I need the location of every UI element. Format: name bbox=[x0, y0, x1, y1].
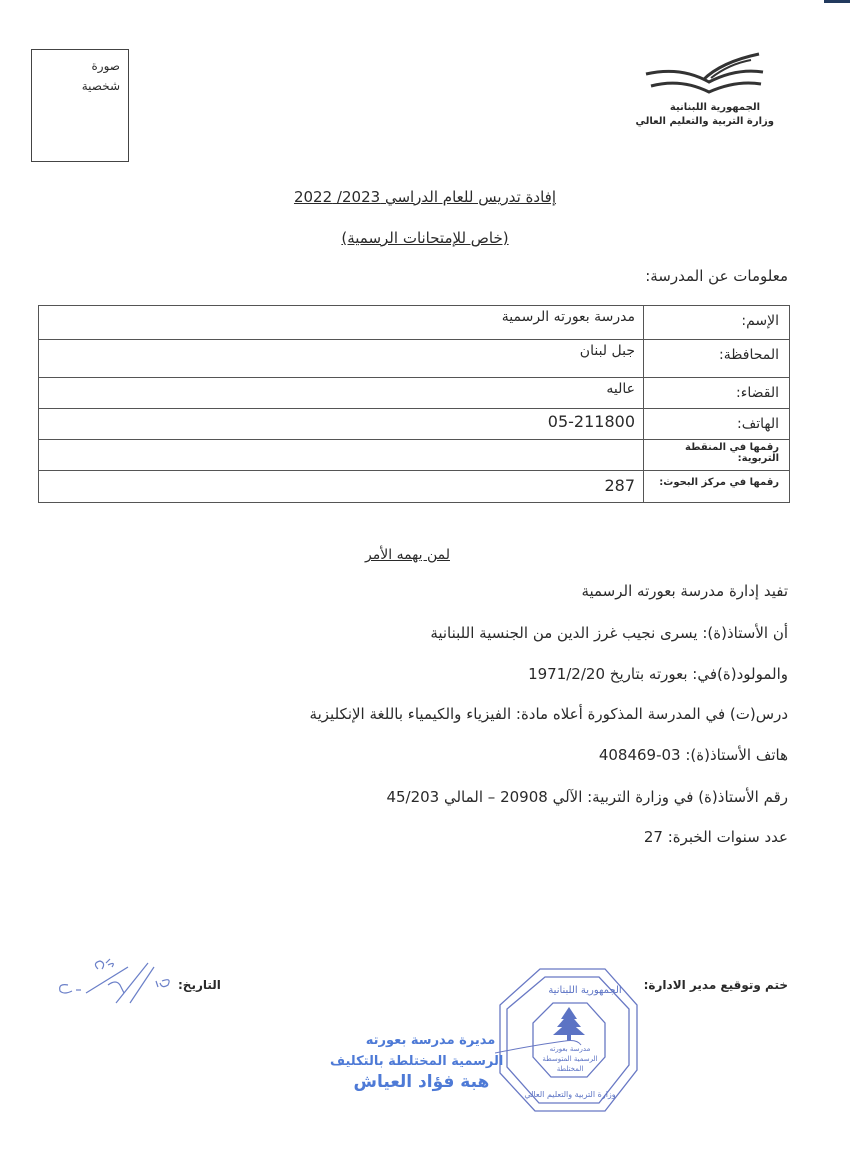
table-row bbox=[39, 378, 790, 409]
stamp-seal bbox=[495, 965, 640, 1115]
row-value: 287 bbox=[39, 471, 644, 503]
table-row bbox=[39, 340, 790, 378]
row-value: 05-211800 bbox=[39, 409, 644, 440]
letter-line-subject: درس(ت) في المدرسة المذكورة أعلاه مادة: الفيزياء والكيمياء باللغة الإنكليزية bbox=[309, 705, 788, 723]
row-label: المحافظة: bbox=[644, 340, 790, 378]
row-value bbox=[39, 440, 644, 471]
stamp-school-mixed: المختلطة bbox=[556, 1065, 584, 1073]
signatory-title: مديرة مدرسة بعورته bbox=[365, 1033, 496, 1048]
scan-edge-mark bbox=[824, 0, 850, 3]
row-label: الإسم: bbox=[644, 306, 790, 340]
letter-line-administration: تفيد إدارة مدرسة بعورته الرسمية bbox=[581, 582, 788, 600]
salutation bbox=[0, 547, 850, 563]
row-value: جبل لبنان bbox=[39, 340, 644, 378]
logo-republic-text: الجمهورية اللبنانية bbox=[669, 102, 760, 113]
stamp-republic: الجمهورية اللبنانية bbox=[548, 985, 622, 996]
document-title bbox=[0, 188, 850, 206]
row-value: مدرسة بعورته الرسمية bbox=[39, 306, 644, 340]
table-row bbox=[39, 440, 790, 471]
ministry-logo bbox=[635, 52, 774, 132]
row-label: رقمها في المنقطة التربوية: bbox=[644, 440, 790, 471]
row-label: القضاء: bbox=[644, 378, 790, 409]
open-book-icon bbox=[641, 52, 766, 100]
cedar-icon bbox=[553, 1007, 585, 1041]
letter-line-ministry-number: رقم الأستاذ(ة) في وزارة التربية: الآلي 20908 – المالي 45/203 bbox=[386, 788, 788, 806]
school-info-heading: معلومات عن المدرسة: bbox=[645, 267, 788, 285]
letter-line-teacher-name: أن الأستاذ(ة): يسرى نجيب غرز الدين من الجنسية اللبنانية bbox=[430, 624, 788, 642]
table-row bbox=[39, 306, 790, 340]
handwritten-date-strokes bbox=[50, 955, 175, 1005]
row-label: الهاتف: bbox=[644, 409, 790, 440]
signatory-block bbox=[330, 1030, 503, 1093]
document-title-text: إفادة تدريس للعام الدراسي 2023/ 2022 bbox=[293, 188, 557, 206]
stamp-school-type: الرسمية المتوسطة bbox=[542, 1055, 598, 1063]
photo-label-line2: شخصية bbox=[81, 79, 120, 93]
letter-line-experience: عدد سنوات الخبرة: 27 bbox=[643, 828, 788, 846]
stamp-ministry: وزارة التربية والتعليم العالي bbox=[524, 1090, 616, 1099]
photo-placeholder-box bbox=[31, 49, 129, 162]
document-subtitle bbox=[0, 229, 850, 247]
letter-line-birth: والمولود(ة)في: بعورته بتاريخ 1971/2/20 bbox=[528, 665, 788, 683]
document-subtitle-text: (خاص للإمتحانات الرسمية) bbox=[341, 229, 509, 247]
table-row bbox=[39, 471, 790, 503]
date-label: التاريخ: bbox=[178, 978, 221, 992]
table-row bbox=[39, 409, 790, 440]
logo-ministry-text: وزارة التربية والتعليم العالي bbox=[635, 116, 774, 127]
school-info-table bbox=[38, 305, 790, 503]
official-stamp bbox=[495, 965, 640, 1115]
signatory-school: الرسمية المختلطة بالتكليف bbox=[330, 1054, 504, 1069]
signatory-name: هبة فؤاد العياش bbox=[353, 1072, 490, 1092]
salutation-text: لمن يهمه الأمر bbox=[365, 547, 450, 563]
row-value: عاليه bbox=[39, 378, 644, 409]
letter-line-teacher-phone: هاتف الأستاذ(ة): 03-408469 bbox=[598, 746, 788, 764]
row-label: رقمها في مركز البحوث: bbox=[644, 471, 790, 503]
signature-label: ختم وتوقيع مدير الادارة: bbox=[643, 978, 788, 992]
handwritten-date bbox=[50, 955, 175, 1005]
stamp-school-name: مدرسة بعورته bbox=[549, 1045, 591, 1053]
photo-label-line1: صورة bbox=[91, 59, 120, 73]
